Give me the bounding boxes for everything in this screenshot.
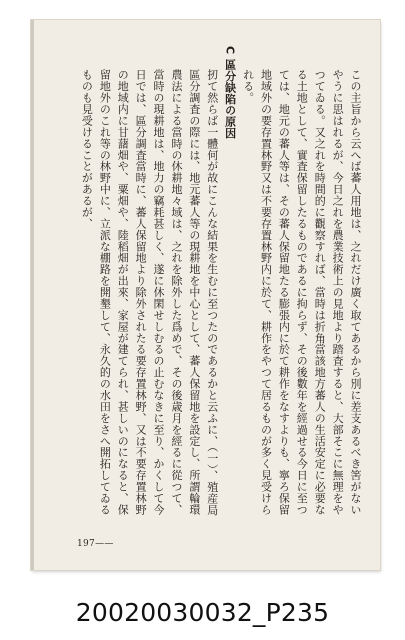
image-caption: 20020030032_P235 <box>75 598 330 627</box>
paragraph: この主旨から云へば蕃人用地は、之れだけ廣く取てあるから別に差支あるべき筈がないやうに思はれるが、今日之れを農業技術上の見地より踏査すると、大部そこに無理をやつてゐる。又之れを時間的に觀察すれば、當時は折角當該地方蕃人の生活安定に必要なる土地として、實査保留したるものであるに拘らず、その後數年を經過せる今日に至つては、地元の蕃人等は、その蕃人保留地たる膨張内に於て耕作をなすよりも、寧ろ保留地域外の要存置林野又は不要存置林野内に於て、耕作をやつて居るものが多く見受けられる。 <box>241 69 362 516</box>
section-heading: C 區分缺陷の原因 <box>223 46 237 139</box>
page-number: 197—— <box>77 539 114 549</box>
paragraph: 扨て然らば一體何が故にこんな結果を生むに至つたのであるかと云ふに、（一）、殖産局區分調査の際には、地元蕃人等の現耕地を中心として、蕃人保留地を設定し、所謂輪環農法による當時の休耕地々域は、之れを除外した爲めで、その後歳月を經るに從つて、當時の現耕地は、地力の竊耗甚しく、遂に休閑せしむるの止むなきに至り、かくして今日では、區分調査當時に、蕃人保留地より除外されたる要存置林野、又は不要存置林野の地域内に甘藷畑や、粟畑や、陸稻畑が出來、家屋が建てられ、甚しいのになると、保留地外のこれ等の林野中に、立派な棚路を開墾して、永久的の水田をさへ開拓してゐるものも見受けることがあるが、 <box>80 69 219 516</box>
page-edge <box>31 20 34 570</box>
body-text <box>64 46 364 518</box>
